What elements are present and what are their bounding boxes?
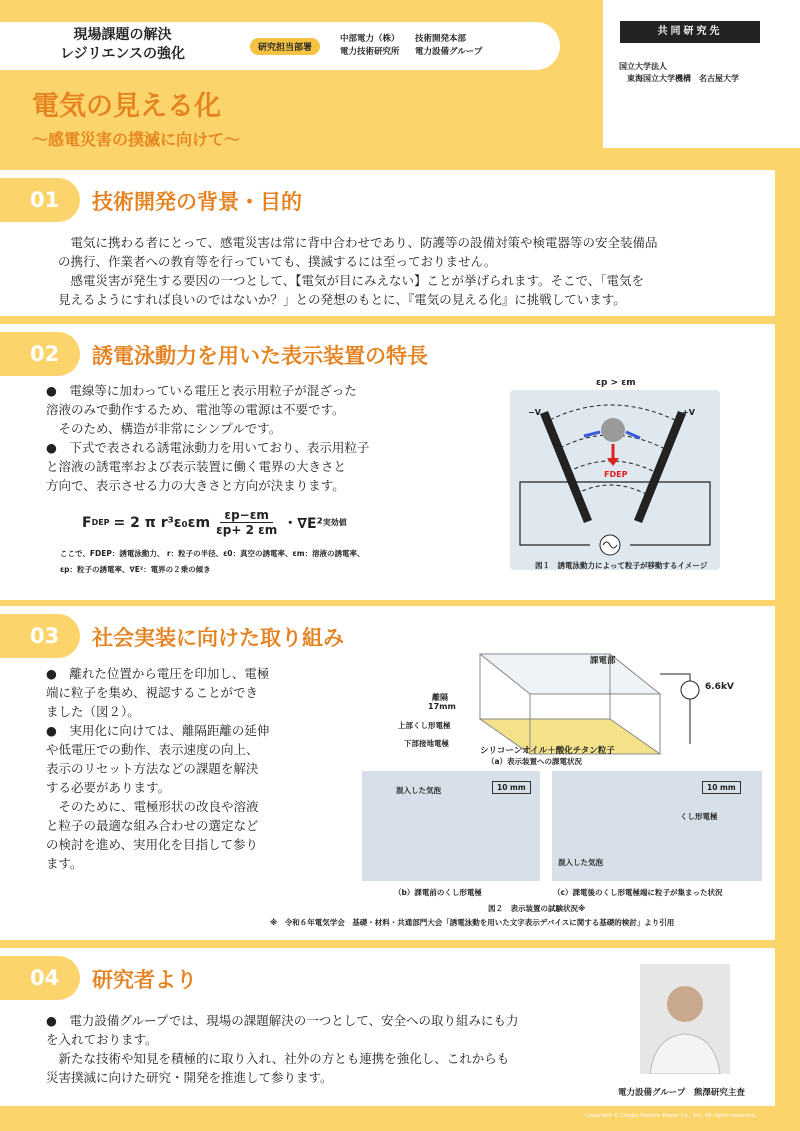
formula-note: εp：粒子の誘電率、∇E²：電界の２乗の傾き [60, 565, 211, 574]
dept1: 中部電力（株） 電力技術研究所 [340, 34, 400, 57]
figure-1-caption: 図１ 誘電泳動力によって粒子が移動するイメージ [535, 561, 708, 570]
section-04 [0, 948, 775, 1106]
body-text: ● 離れた位置から電圧を印加し、電極 端に粒子を集め、視認することができ ました（図２）。 ● 実用化に向けては、離隔距離の延伸 や低電圧での動作、表示速度の向上、 表示のリセット方法などの課題を解決 する必要があります。 そのために、電極形状の改良や溶液 と粒子の最適な組み合わせの選定など の検討を進め、実用化を目指して参り ます。 [46, 666, 270, 871]
body-text: 電気に携わる者にとって、感電災害は常に背中合わせであり、防護等の設備対策や検電器等の安全装備品 の携行、作業者への教育等を行っていても、撲滅するには至っておりません。 感電災害が発生する要因の一つとして、【電気が目にみえない】ことが挙げられます。そこで、「電気を 見えるようにすれば良いのではないか？」との発想のもとに、『電気の見える化』に挑戦しています。 [58, 235, 658, 307]
figure-2-caption: 図２ 表示装置の試験状況※ [488, 904, 586, 913]
photo-c: 10 mm くし形電極 混入した気泡 [552, 771, 762, 881]
section-heading: 社会実装に向けた取り組み [92, 626, 344, 650]
section-01 [0, 170, 775, 316]
joint-line1: 国立大学法人 [619, 62, 667, 71]
section-number: 01 [0, 178, 80, 222]
figure-1: εp > εm −V +V FDEP [510, 390, 720, 570]
dept-label: 研究担当部署 [250, 38, 320, 55]
page-title: 電気の見える化 [32, 91, 221, 122]
page-subtitle: 〜感電災害の撲滅に向けて〜 [32, 130, 241, 149]
researcher-name: 電力設備グループ 熊澤研究主査 [618, 1088, 745, 1098]
dept2: 技術開発本部 電力設備グループ [415, 34, 483, 57]
formula: F DEP = 2 π r³ε₀εm εp−εm εp+ 2 εm ・∇E² 実効値 [82, 508, 347, 537]
section-03: 03 社会実装に向けた取り組み ● 離れた位置から電圧を印加し、電極 端に粒子を集め、視認することができ ました（図２）。 ● 実用化に向けては、離隔距離の延伸 や低電圧での動作、表示速度の向上、 表示のリセット方法などの課題を解決 する必要があります。 そのために、電極形状の改良や溶液 と粒子の最適な組み合わせの選定など の検討を進め、実用化を目指して参り ます。 課電部 6.6kV 離隔 17mm 上部くし形電極 下部接地電極 シリコーンオイル＋酸化チタン粒子 （a）表示装置への課電状況 混入した気泡 10 mm 10 mm くし形電極 混入した気泡 （b）課電前のくし形電極 （c）課電後のくし形電極端に粒子が集まった状況 図２ 表示装置の試験状況※ ※ 令和６年電気学会 基礎・材料・共通部門大会「誘電泳動を用いた文字表示デバイスに関する基礎的検討」より引用 [0, 606, 775, 940]
formula-note: ここで、FDEP：誘電泳動力、 r：粒子の半径、ε0：真空の誘電率、εm：溶液の誘電率、 [60, 549, 365, 558]
joint-research-box [603, 0, 800, 148]
section-heading: 誘電泳動力を用いた表示装置の特長 [92, 344, 428, 368]
person-image [640, 964, 730, 1074]
section-heading: 研究者より [92, 968, 197, 992]
joint-line2: 東海国立大学機構 名古屋大学 [627, 74, 739, 83]
copyright: Copyright © Chubu Electric Power Co., Inc. All rights reserved. [585, 1113, 757, 1119]
reference: ※ 令和６年電気学会 基礎・材料・共通部門大会「誘電泳動を用いた文字表示デバイスに関する基礎的検討」より引用 [270, 918, 675, 927]
header-bar [0, 22, 560, 70]
section-02 [0, 324, 775, 600]
joint-label: 共同研究先 [620, 21, 760, 43]
dielectrophoresis-diagram [510, 390, 720, 570]
researcher-photo [640, 964, 730, 1074]
header-title: 現場課題の解決 レジリエンスの強化 [60, 27, 185, 62]
section-heading: 技術開発の背景・目的 [92, 190, 302, 214]
section-number: 04 [0, 956, 80, 1000]
body-text: ● 電力設備グループでは、現場の課題解決の一つとして、安全への取り組みにも力 を入れております。 新たな技術や知見を積極的に取り入れ、社外の方とも連携を強化し、これからも 災害撲滅に向けた研究・開発を推進して参ります。 [46, 1013, 519, 1085]
section-number: 02 [0, 332, 80, 376]
section-number: 03 [0, 614, 80, 658]
photo-b: 混入した気泡 10 mm [362, 771, 540, 881]
body-text: ● 電線等に加わっている電圧と表示用粒子が混ざった 溶液のみで動作するため、電池等の電源は不要です。 そのため、構造が非常にシンプルです。 ● 下式で表される誘電泳動力を用いており、表示用粒子 と溶液の誘電率および表示装置に働く電界の大きさと 方向で、表示させる力の大きさと方向が決まります。 [46, 383, 370, 493]
